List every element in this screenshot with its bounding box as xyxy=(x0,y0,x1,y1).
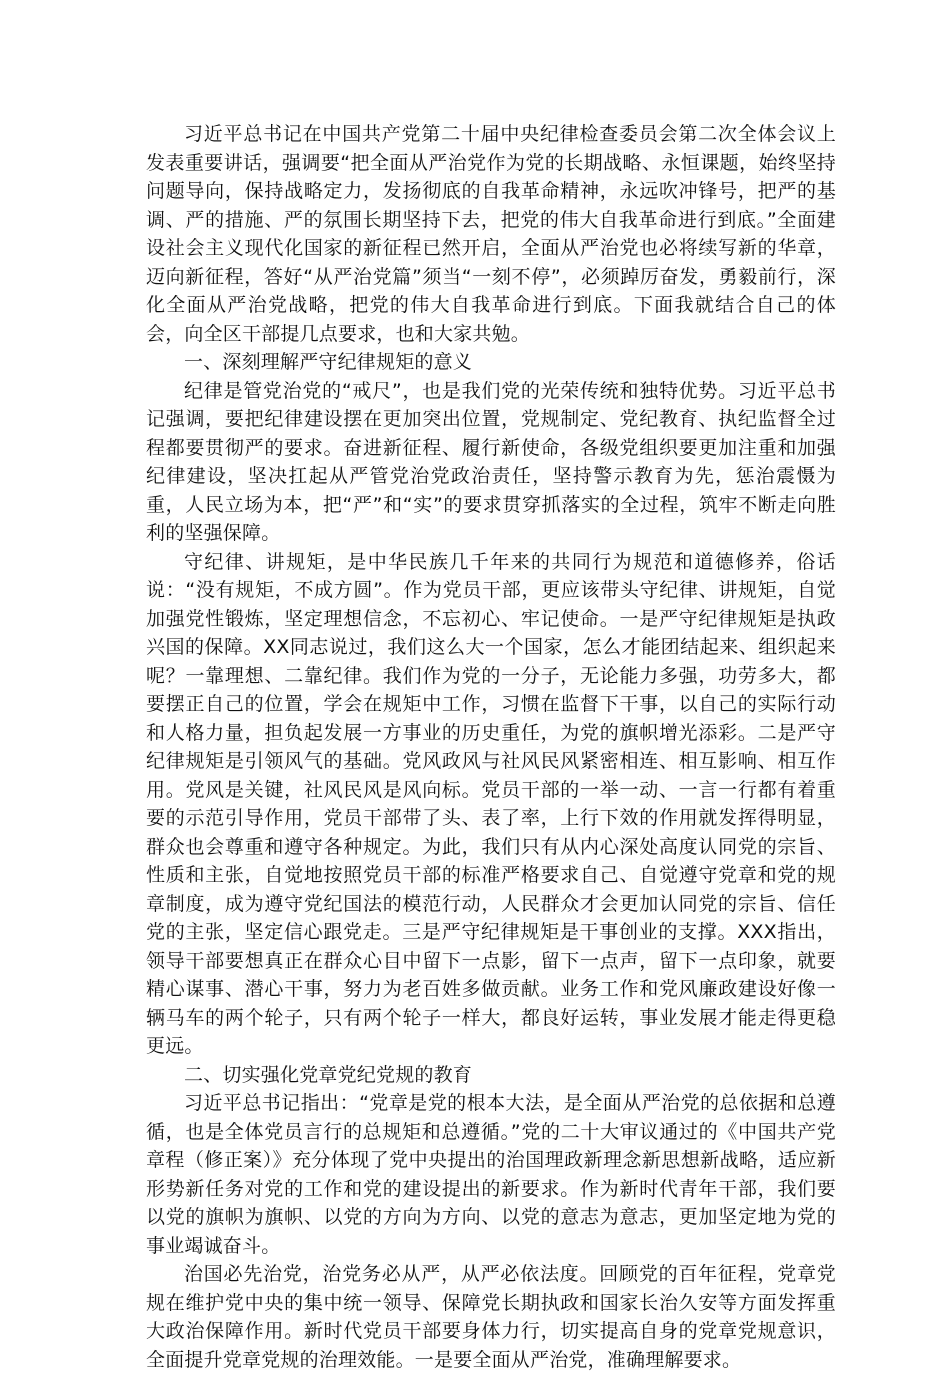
paragraph-party-constitution: 习近平总书记指出：“党章是党的根本大法，是全面从严治党的总依据和总遵循，也是全体党员言行的总规矩和总遵循。”党的二十大审议通过的《中国共产党章程（修正案）》充分体现了党中央提出的治国理政新理念新思想新战略，适应新形势新任务对党的工作和党的建设提出的新要求。作为新时代青年干部，我们要以党的旗帜为旗帜、以党的方向为方向、以党的意志为意志，更加坚定地为党的事业竭诚奋斗。 xyxy=(146,1092,836,1257)
paragraph-intro: 习近平总书记在中国共产党第二十届中央纪律检查委员会第二次全体会议上发表重要讲话，强调要“把全面从严治党作为党的长期战略、永恒课题，始终坚持问题导向，保持战略定力，发扬彻底的自我革命精神，永远吹冲锋号，把严的基调、严的措施、严的氛围长期坚持下去，把党的伟大自我革命进行到底。”全面建设社会主义现代化国家的新征程已然开启，全面从严治党也必将续写新的华章，迈向新征程，答好“从严治党篇”须当“一刻不停”，必须踔厉奋发，勇毅前行，深化全面从严治党战略，把党的伟大自我革命进行到底。下面我就结合自己的体会，向全区干部提几点要求，也和大家共勉。 xyxy=(146,123,836,345)
paragraph-govern-party: 治国必先治党，治党务必从严，从严必依法度。回顾党的百年征程，党章党规在维护党中央的集中统一领导、保障党长期执政和国家长治久安等方面发挥重大政治保障作用。新时代党员干部要身体力行，切实提高自身的党章党规意识，全面提升党章党规的治理效能。一是要全面从严治党，准确理解要求。 xyxy=(146,1263,836,1371)
section-heading-1: 一、深刻理解严守纪律规矩的意义 xyxy=(184,351,473,373)
document-body xyxy=(146,120,836,1374)
section-heading-2: 二、切实强化党章党纪党规的教育 xyxy=(184,1063,473,1086)
paragraph-discipline-ruler: 纪律是管党治党的“戒尺”，也是我们党的光荣传统和独特优势。习近平总书记强调，要把纪律建设摆在更加突出位置，党规制定、党纪教育、执纪监督全过程都要贯彻严的要求。奋进新征程、履行新使命，各级党组织要更加注重和加强纪律建设，坚决扛起从严管党治党政治责任，坚持警示教育为先，惩治震慑为重，人民立场为本，把“严”和“实”的要求贯穿抓落实的全过程，筑牢不断走向胜利的坚强保障。 xyxy=(146,379,836,544)
paragraph-keep-rules: 守纪律、讲规矩，是中华民族几千年来的共同行为规范和道德修养，俗话说：“没有规矩，不成方圆”。作为党员干部，更应该带头守纪律、讲规矩，自觉加强党性锻炼，坚定理想信念，不忘初心、牢记使命。一是严守纪律规矩是执政兴国的保障。XX同志说过，我们这么大一个国家，怎么才能团结起来、组织起来呢？一靠理想、二靠纪律。我们作为党的一分子，无论能力多强，功劳多大，都要摆正自己的位置，学会在规矩中工作，习惯在监督下干事，以自己的实际行动和人格力量，担负起发展一方事业的历史重任，为党的旗帜增光添彩。二是严守纪律规矩是引领风气的基础。党风政风与社风民风紧密相连、相互影响、相互作用。党风是关键，社风民风是风向标。党员干部的一举一动、一言一行都有着重要的示范引导作用，党员干部带了头、表了率，上行下效的作用就发挥得明显，群众也会尊重和遵守各种规定。为此，我们只有从内心深处高度认同党的宗旨、性质和主张，自觉地按照党员干部的标准严格要求自己、自觉遵守党章和党的规章制度，成为遵守党纪国法的模范行动，人民群众才会更加认同党的宗旨、信任党的主张，坚定信心跟党走。三是严守纪律规矩是干事创业的支撑。XXX指出，领导干部要想真正在群众心目中留下一点影，留下一点声，留下一点印象，就要精心谋事、潜心干事，努力为老百姓多做贡献。业务工作和党风廉政建设好像一辆马车的两个轮子，只有两个轮子一样大，都良好运转，事业发展才能走得更稳更远。 xyxy=(146,550,836,1057)
